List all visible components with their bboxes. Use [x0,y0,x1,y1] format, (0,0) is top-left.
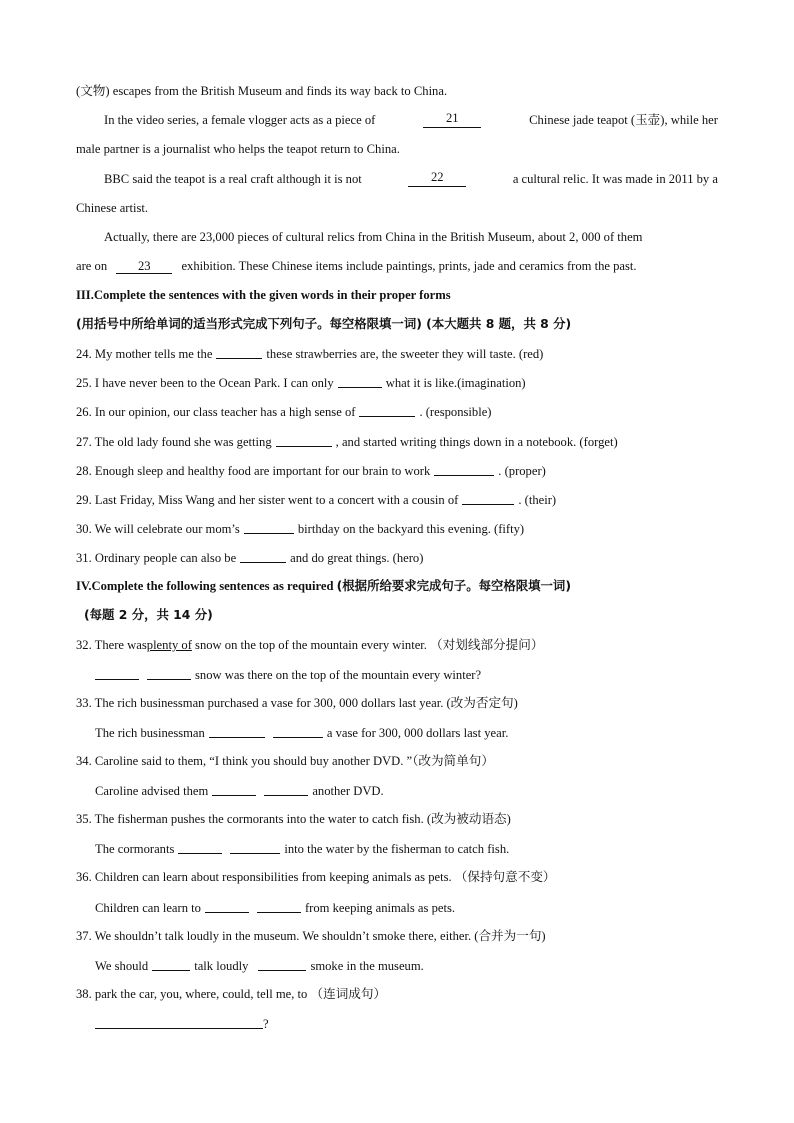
passage-text: In the video series, a female vlogger acts as a piece of [104,113,376,127]
answer-blank-32b[interactable] [147,667,191,680]
passage-text: exhibition. These Chinese items include paintings, prints, jade and ceramics from the past. [181,259,637,273]
passage-para-2-line-1 [104,112,718,128]
answer-38: ? [95,1015,718,1032]
blank-23[interactable]: 23 [116,260,172,274]
question-24: 24. My mother tells me the these strawberries are, the sweeter they will taste. (red) [76,347,544,361]
answer-blank-35b[interactable] [230,841,280,854]
answer-blank-38[interactable] [95,1016,263,1029]
answer-blank-36b[interactable] [257,900,301,913]
question-36: 36. Children can learn about responsibilities from keeping animals as pets. （保持句意不变） [76,870,556,884]
blank-21[interactable]: 21 [423,112,481,128]
answer-35: The cormorants into the water by the fisherman to catch fish. [95,842,510,856]
answer-blank-33a[interactable] [209,725,265,738]
question-25: 25. I have never been to the Ocean Park. I can only what it is like.(imagination) [76,376,526,390]
question-30: 30. We will celebrate our mom’s birthday on the backyard this evening. (fifty) [76,522,525,536]
answer-blank-24[interactable] [216,346,262,359]
question-38: 38. park the car, you, where, could, tell me, to （连词成句） [76,987,387,1001]
answer-blank-31[interactable] [240,550,286,563]
answer-blank-27[interactable] [276,434,332,447]
answer-blank-29[interactable] [462,492,514,505]
answer-33: The rich businessman a vase for 300, 000 dollars last year. [95,726,509,740]
underlined-phrase: plenty of [146,638,192,652]
question-29: 29. Last Friday, Miss Wang and her sister went to a concert with a cousin of . (their) [76,493,557,507]
question-26: 26. In our opinion, our class teacher has a high sense of . (responsible) [76,405,492,419]
question-31: 31. Ordinary people can also be and do great things. (hero) [76,551,424,565]
question-32: 32. There wasplenty of snow on the top of the mountain every winter. （对划线部分提问） [76,638,544,652]
section-4-subtitle: (每题 2 分，共 14 分) [84,607,213,622]
answer-blank-35a[interactable] [178,841,222,854]
question-37: 37. We shouldn’t talk loudly in the museum. We shouldn’t smoke there, either. (合并为一句) [76,929,546,943]
question-33: 33. The rich businessman purchased a vase for 300, 000 dollars last year. (改为否定句) [76,696,518,710]
answer-blank-32a[interactable] [95,667,139,680]
answer-blank-33b[interactable] [273,725,323,738]
section-3-subtitle: (用括号中所给单词的适当形式完成下列句子。每空格限填一词) (本大题共 8 题，共 8 分) [76,316,572,331]
question-27: 27. The old lady found she was getting , and started writing things down in a notebook. (forget) [76,435,618,449]
answer-blank-34a[interactable] [212,783,256,796]
question-28: 28. Enough sleep and healthy food are important for our brain to work . (proper) [76,464,546,478]
answer-blank-37b[interactable] [258,958,306,971]
section-3-title: III.Complete the sentences with the given words in their proper forms [76,288,451,302]
answer-blank-36a[interactable] [205,900,249,913]
answer-blank-26[interactable] [359,404,415,417]
passage-para-4-line-1: Actually, there are 23,000 pieces of cultural relics from China in the British Museum, about 2, 000 of them [104,230,643,244]
passage-para-3-line-2: Chinese artist. [76,201,149,215]
answer-blank-25[interactable] [338,375,382,388]
passage-line-1: (文物) escapes from the British Museum and finds its way back to China. [76,84,448,98]
answer-37: We should talk loudly smoke in the museum. [95,959,424,973]
section-4-title: IV.Complete the following sentences as required (根据所给要求完成句子。每空格限填一词) [76,578,571,593]
answer-blank-34b[interactable] [264,783,308,796]
question-34: 34. Caroline said to them, “I think you should buy another DVD. ”（改为简单句） [76,754,494,768]
passage-para-2-line-2: male partner is a journalist who helps the teapot return to China. [76,142,400,156]
answer-blank-30[interactable] [244,521,294,534]
passage-para-3-line-1 [104,171,718,187]
answer-blank-28[interactable] [434,463,494,476]
passage-text: Chinese jade teapot (玉壶), while her [529,113,718,127]
passage-text: are on [76,259,108,273]
answer-blank-37a[interactable] [152,958,190,971]
blank-22[interactable]: 22 [408,171,466,187]
answer-34: Caroline advised them another DVD. [95,784,384,798]
passage-text: a cultural relic. It was made in 2011 by a [512,172,718,186]
answer-36: Children can learn to from keeping animals as pets. [95,901,456,915]
passage-para-4-line-2 [76,258,718,274]
answer-32: snow was there on the top of the mountain every winter? [95,666,718,683]
passage-text: BBC said the teapot is a real craft although it is not [104,172,362,186]
question-35: 35. The fisherman pushes the cormorants into the water to catch fish. (改为被动语态) [76,812,511,826]
